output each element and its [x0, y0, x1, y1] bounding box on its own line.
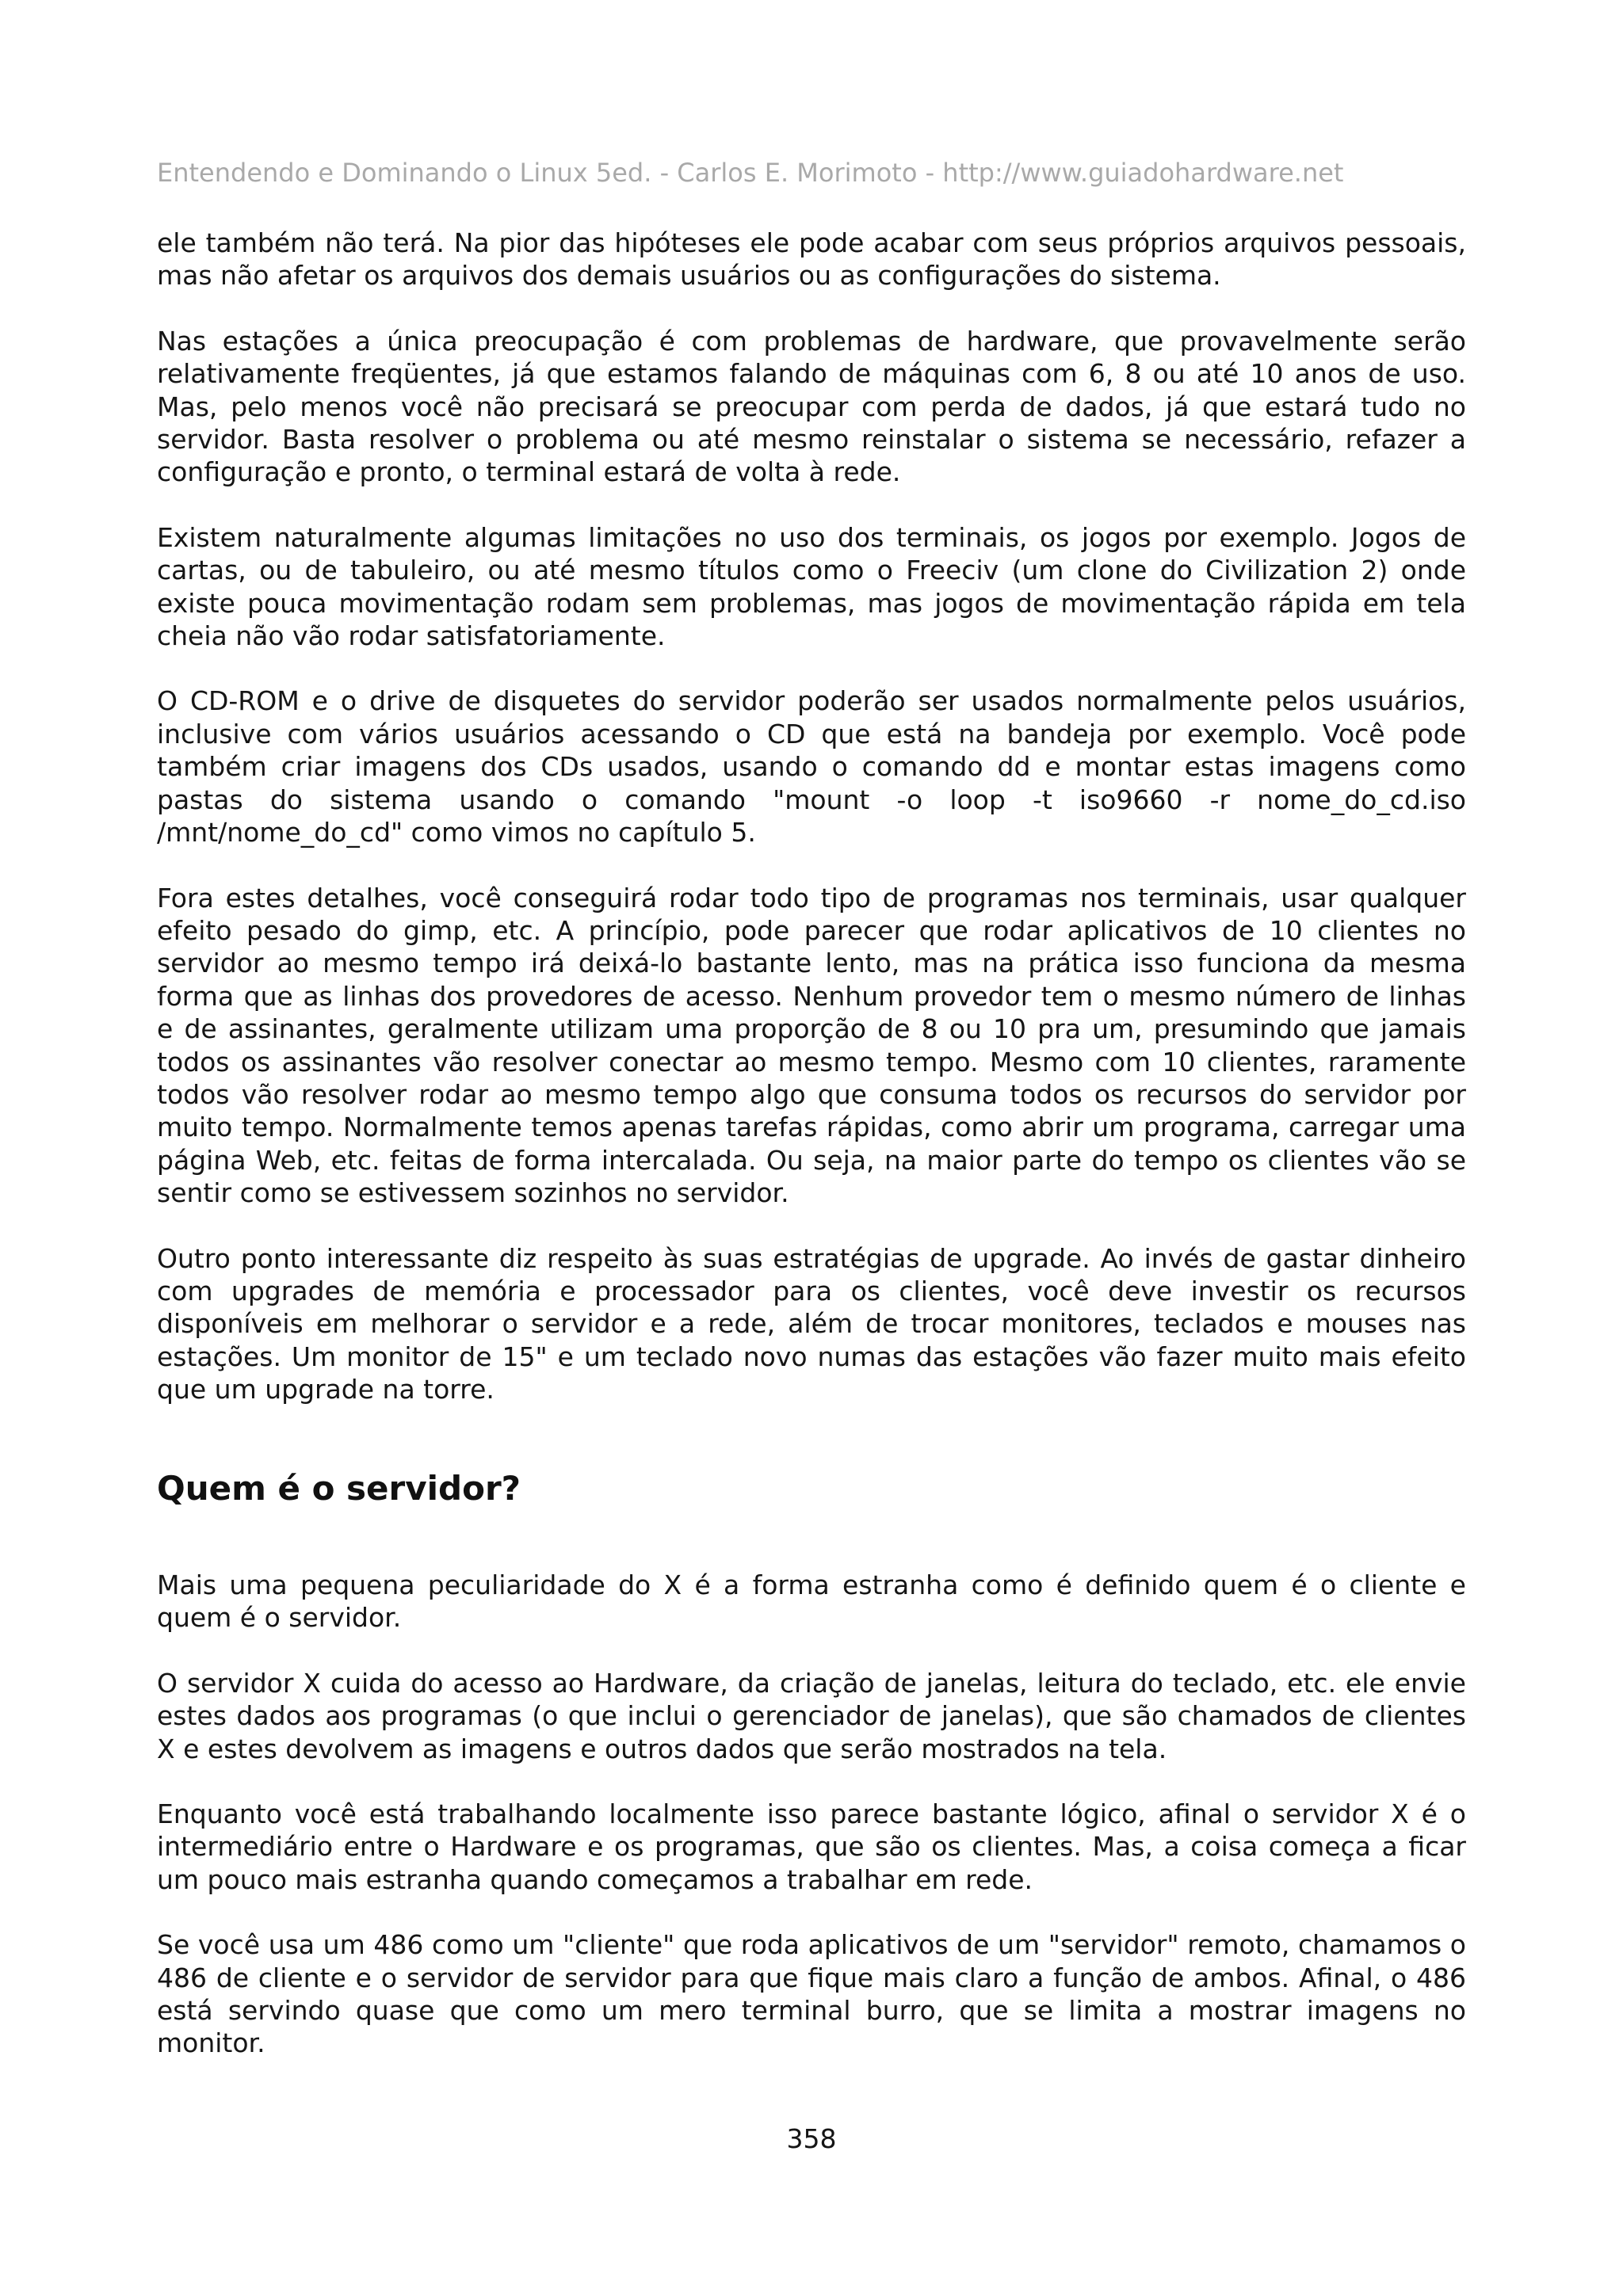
body-text [157, 227, 1466, 1439]
paragraph: Se você usa um 486 como um "cliente" que roda aplicativos de um "servidor" remoto, chamamos o 486 de cliente e o servidor de servidor para que fique mais claro a função de ambos. Afinal, o 486 está servindo quase que como um mero terminal burro, que se limita a mostrar imagens no monitor. [157, 1929, 1466, 2059]
paragraph: O servidor X cuida do acesso ao Hardware, da criação de janelas, leitura do teclado, etc. ele envie estes dados aos programas (o que inclui o gerenciador de janelas), que são chamados de clientes X e estes devolvem as imagens e outros dados que serão mostrados na tela. [157, 1667, 1466, 1764]
paragraph: Existem naturalmente algumas limitações no uso dos terminais, os jogos por exemplo. Jogos de cartas, ou de tabuleiro, ou até mesmo títulos como o Freeciv (um clone do Civilization 2) onde existe pouca movimentação rodam sem problemas, mas jogos de movimentação rápida em tela cheia não vão rodar satisfatoriamente. [157, 521, 1466, 652]
paragraph: Nas estações a única preocupação é com problemas de hardware, que provavelmente serão relativamente freqüentes, já que estamos falando de máquinas com 6, 8 ou até 10 anos de uso. Mas, pelo menos você não precisará se preocupar com perda de dados, já que estará tudo no servidor. Basta resolver o problema ou até mesmo reinstalar o sistema se necessário, refazer a configuração e pronto, o terminal estará de volta à rede. [157, 325, 1466, 488]
paragraph: Enquanto você está trabalhando localmente isso parece bastante lógico, afinal o servidor X é o intermediário entre o Hardware e os programas, que são os clientes. Mas, a coisa começa a ficar um pouco mais estranha quando começamos a trabalhar em rede. [157, 1798, 1466, 1895]
running-header: Entendendo e Dominando o Linux 5ed. - Carlos E. Morimoto - http://www.guiadohardware.net [157, 158, 1344, 188]
page-number: 358 [786, 2123, 837, 2154]
paragraph: Fora estes detalhes, você conseguirá rodar todo tipo de programas nos terminais, usar qualquer efeito pesado do gimp, etc. A princípio, pode parecer que rodar aplicativos de 10 clientes no servidor ao mesmo tempo irá deixá-lo bastante lento, mas na prática isso funciona da mesma forma que as linhas dos provedores de acesso. Nenhum provedor tem o mesmo número de linhas e de assinantes, geralmente utilizam uma proporção de 8 ou 10 pra um, presumindo que jamais todos os assinantes vão resolver conectar ao mesmo tempo. Mesmo com 10 clientes, raramente todos vão resolver rodar ao mesmo tempo algo que consuma todos os recursos do servidor por muito tempo. Normalmente temos apenas tarefas rápidas, como abrir um programa, carregar uma página Web, etc. feitas de forma intercalada. Ou seja, na maior parte do tempo os clientes vão se sentir como se estivessem sozinhos no servidor. [157, 882, 1466, 1209]
section-body-text [157, 1569, 1466, 2092]
paragraph: ele também não terá. Na pior das hipóteses ele pode acabar com seus próprios arquivos pessoais, mas não afetar os arquivos dos demais usuários ou as configurações do sistema. [157, 227, 1466, 292]
paragraph: O CD-ROM e o drive de disquetes do servidor poderão ser usados normalmente pelos usuários, inclusive com vários usuários acessando o CD que está na bandeja por exemplo. Você pode também criar imagens dos CDs usados, usando o comando dd e montar estas imagens como pastas do sistema usando o comando "mount -o loop -t iso9660 -r nome_do_cd.iso /mnt/nome_do_cd" como vimos no capítulo 5. [157, 685, 1466, 849]
paragraph: Outro ponto interessante diz respeito às suas estratégias de upgrade. Ao invés de gastar dinheiro com upgrades de memória e processador para os clientes, você deve investir os recursos disponíveis em melhorar o servidor e a rede, além de trocar monitores, teclados e mouses nas estações. Um monitor de 15" e um teclado novo numas das estações vão fazer muito mais efeito que um upgrade na torre. [157, 1242, 1466, 1405]
paragraph: Mais uma pequena peculiaridade do X é a forma estranha como é definido quem é o cliente e quem é o servidor. [157, 1569, 1466, 1634]
section-heading: Quem é o servidor? [157, 1469, 521, 1508]
